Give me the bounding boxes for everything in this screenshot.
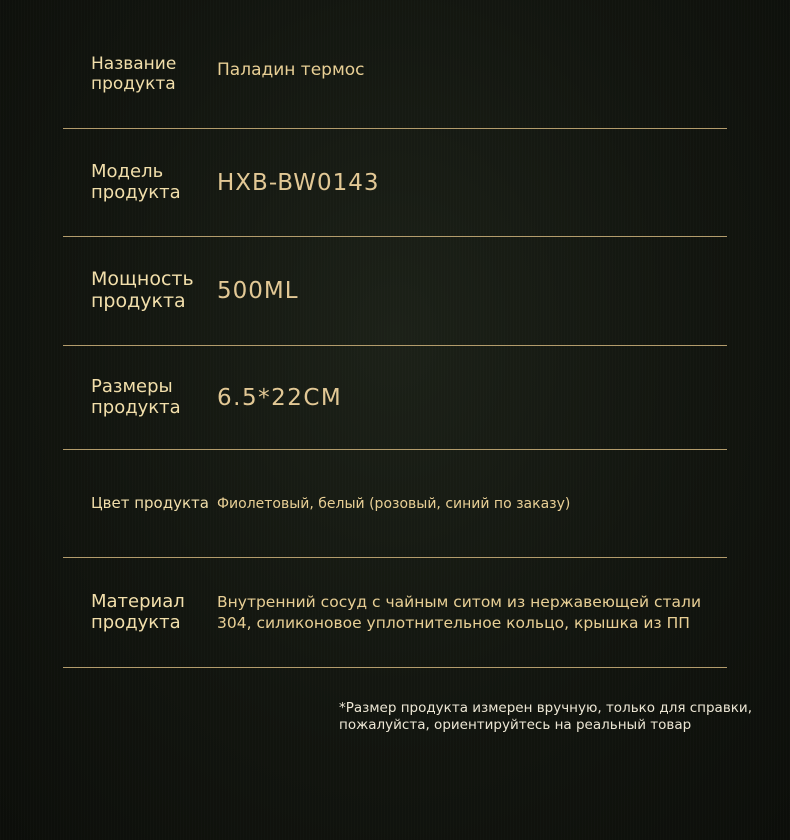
spec-value: 500ML bbox=[217, 278, 299, 304]
spec-label: Материал продукта bbox=[91, 590, 185, 633]
footnote: *Размер продукта измерен вручную, только для справки, пожалуйста, ориентируйтесь на реальный товар bbox=[339, 700, 752, 734]
spec-row-name bbox=[63, 22, 727, 129]
spec-label: Мощность продукта bbox=[91, 268, 194, 312]
spec-value: Паладин термос bbox=[217, 60, 365, 80]
spec-label: Название продукта bbox=[91, 54, 177, 94]
spec-value: 6.5*22CM bbox=[217, 384, 343, 411]
spec-label: Цвет продукта bbox=[91, 493, 209, 512]
spec-value: HXB-BW0143 bbox=[217, 169, 380, 196]
spec-label: Модель продукта bbox=[91, 160, 181, 203]
spec-row-model bbox=[63, 129, 727, 237]
spec-table bbox=[63, 22, 727, 668]
spec-row-material bbox=[63, 558, 727, 668]
spec-label: Размеры продукта bbox=[91, 375, 181, 418]
spec-row-size bbox=[63, 346, 727, 450]
spec-value: Фиолетовый, белый (розовый, синий по заказу) bbox=[217, 495, 571, 512]
spec-row-color bbox=[63, 450, 727, 558]
spec-row-capacity bbox=[63, 237, 727, 346]
spec-value: Внутренний сосуд с чайным ситом из нержавеющей стали 304, силиконовое уплотнительное кольцо, крышка из ПП bbox=[217, 593, 702, 632]
